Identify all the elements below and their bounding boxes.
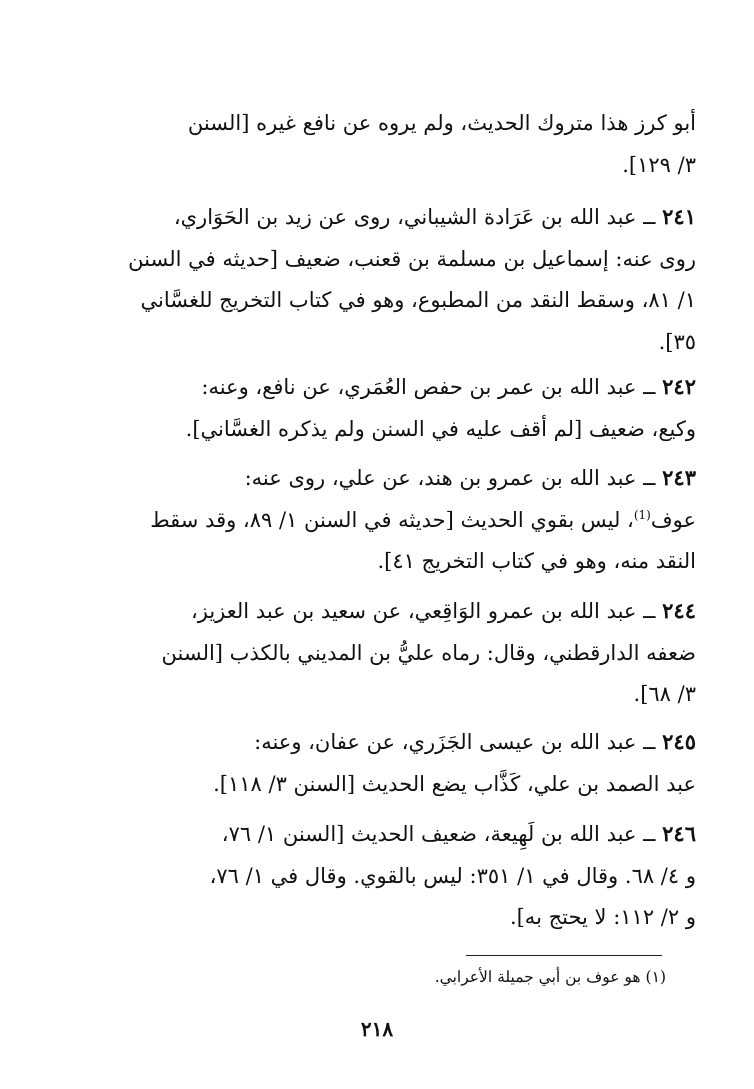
- entry-number: ٢٤٣: [662, 465, 696, 490]
- dash: ــ: [643, 375, 656, 399]
- footnote-separator: [466, 955, 662, 956]
- dash: ــ: [643, 730, 656, 754]
- text-line: أبو كرز هذا متروك الحديث، ولم يروه عن نافع غيره [السنن: [187, 111, 696, 135]
- text-line: عبد الله بن عمر بن حفص العُمَري، عن نافع، وعنه:: [201, 375, 637, 399]
- paragraph-text: [64, 196, 696, 363]
- entry-245: [64, 721, 696, 805]
- text-line: عوف$^{(1)}$، ليس بقوي الحديث [حديثه في السنن ١/ ٨٩، وقد سقط: [150, 507, 696, 532]
- footnote: [66, 966, 666, 988]
- paragraph-text: [64, 103, 696, 186]
- entry-241: [64, 196, 696, 363]
- paragraph-text: [64, 590, 696, 716]
- paragraph-continuation: [64, 103, 696, 186]
- dash: ــ: [643, 599, 656, 623]
- entry-number: ٢٤٤: [662, 598, 696, 623]
- text-line: النقد منه، وهو في كتاب التخريج ٤١].: [377, 549, 696, 573]
- text-line: عبد الله بن عمرو بن هند، عن علي، روى عنه:: [244, 466, 637, 490]
- dash: ــ: [643, 205, 656, 229]
- entry-243: [64, 457, 696, 583]
- text-line: روى عنه: إسماعيل بن مسلمة بن قعنب، ضعيف [حديثه في السنن: [128, 246, 696, 271]
- footnote-marker: (١): [645, 968, 666, 986]
- entry-246: [64, 813, 696, 939]
- footnote-text: هو عوف بن أبي جميلة الأعرابي.: [434, 968, 641, 986]
- text-line: وكيع، ضعيف [لم أقف عليه في السنن ولم يذكره الغسَّاني].: [185, 416, 696, 441]
- text-line: ٣/ ٦٨].: [633, 682, 696, 706]
- dash: ــ: [643, 822, 656, 846]
- text-line: ٣٥].: [658, 329, 696, 354]
- entry-number: ٢٤٢: [662, 374, 696, 399]
- entry-244: [64, 590, 696, 716]
- footnote-reference: (1): [633, 507, 651, 522]
- paragraph-text: [64, 721, 696, 805]
- text-line: و ٤/ ٦٨. وقال في ١/ ٣٥١: ليس بالقوي. وقال في ١/ ٧٦،: [209, 863, 696, 888]
- entry-number: ٢٤١: [662, 204, 696, 229]
- entry-number: ٢٤٦: [662, 821, 696, 846]
- paragraph-text: [64, 813, 696, 939]
- paragraph-text: [64, 457, 696, 583]
- text-line: ١/ ٨١، وسقط النقد من المطبوع، وهو في كتاب التخريج للغسَّاني: [140, 288, 696, 312]
- page-number: ٢١٨: [360, 1017, 394, 1041]
- text-line: ٣/ ١٢٩].: [622, 152, 696, 177]
- text-line: عبد الصمد بن علي، كَذَّاب يضع الحديث [السنن ٣/ ١١٨].: [213, 771, 696, 796]
- text-line: ضعفه الدارقطني، وقال: رماه عليُّ بن المديني بالكذب [السنن: [161, 640, 696, 665]
- text-line: و ٢/ ١١٢: لا يحتج به].: [509, 905, 696, 929]
- text-line: عبد الله بن عمرو الوَاقِعي، عن سعيد بن عبد العزيز،: [190, 599, 637, 623]
- entry-242: [64, 366, 696, 450]
- text-line: عبد الله بن عيسى الجَزَري، عن عفان، وعنه:: [254, 730, 637, 754]
- text-line: عبد الله بن لَهِيعة، ضعيف الحديث [السنن ١/ ٧٦،: [221, 822, 637, 846]
- dash: ــ: [643, 466, 656, 490]
- paragraph-text: [64, 366, 696, 450]
- entry-number: ٢٤٥: [662, 729, 696, 754]
- text-line: عبد الله بن عَرَادة الشيباني، روى عن زيد بن الحَوَاري،: [173, 205, 637, 229]
